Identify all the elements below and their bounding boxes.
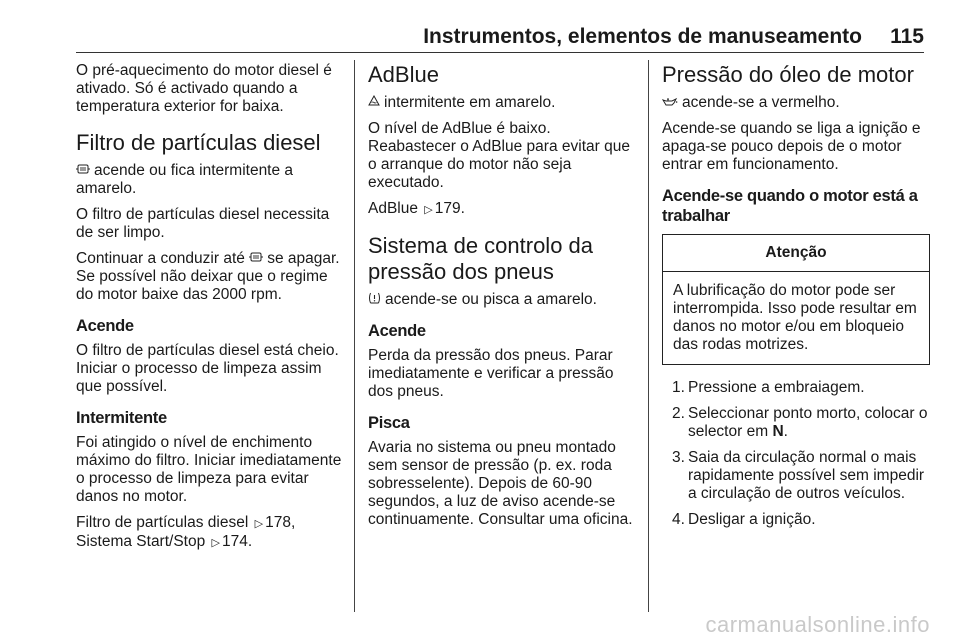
pisca-heading: Pisca [368, 414, 410, 432]
intermitente-paragraph: Foi atingido o nível de enchimento máximo do filtro. Iniciar imediatamente o processo de limpeza para evitar danos no motor. [76, 434, 342, 505]
dpf-paragraph-3 [76, 250, 344, 304]
ref-dpf-label: Filtro de partículas diesel [76, 514, 249, 531]
adblue-paragraph-2: O nível de AdBlue é baixo. Reabastecer o AdBlue para evitar que o arranque do motor não seja executado. [368, 120, 630, 191]
tpms-status-line [368, 291, 636, 309]
caution-text: A lubrificação do motor pode ser interrompida. Isso pode resultar em danos no motor e/ou em bloqueio das rodas motrizes. [673, 282, 917, 353]
dpf-warning-icon [249, 250, 263, 268]
adblue-status-text: intermitente em amarelo. [384, 94, 556, 111]
pisca-paragraph: Avaria no sistema ou pneu montado sem sensor de pressão (p. ex. roda sobresselente). Depois de 60-90 segundos, a luz de aviso acende-se continuamente. Consultar uma oficina. [368, 439, 633, 528]
intro-paragraph: O pré-aquecimento do motor diesel é ativado. Só é activado quando a temperatura exterior for baixa. [76, 62, 332, 115]
oil-can-icon [662, 94, 678, 112]
tpms-heading: Sistema de controlo da pressão dos pneus [368, 233, 594, 284]
ref-adblue-page[interactable]: 179. [434, 200, 465, 217]
intermitente-heading: Intermitente [76, 409, 167, 427]
step-text: Desligar a ignição. [688, 511, 816, 528]
caution-box [662, 234, 930, 365]
ref-dpf-page[interactable]: 178, [265, 514, 296, 531]
adblue-warning-icon [368, 94, 380, 112]
ref-startstop-label: Sistema Start/Stop [76, 533, 206, 550]
ref-adblue-label: AdBlue [368, 200, 418, 217]
dpf-paragraph-2: O filtro de partículas diesel necessita de ser limpo. [76, 206, 330, 241]
dpf-p3-end: se apagar. Se possível não deixar que o regime do motor baixe das 2000 rpm. [76, 250, 340, 303]
oil-paragraph-2: Acende-se quando se liga a ignição e apaga-se pouco depois de o motor entrar em funcionamento. [662, 120, 921, 173]
oil-status-line [662, 94, 930, 112]
list-item [662, 449, 930, 503]
dpf-status-text: acende ou fica intermitente a amarelo. [76, 162, 294, 197]
adblue-reference [368, 200, 636, 219]
dpf-status-line [76, 162, 344, 198]
column-3 [662, 62, 930, 537]
header-title: Instrumentos, elementos de manuseamento [423, 25, 862, 48]
acende-paragraph: O filtro de partículas diesel está cheio. Iniciar o processo de limpeza assim que possível. [76, 342, 339, 395]
dpf-p3-start: Continuar a conduzir até [76, 250, 245, 267]
adblue-heading: AdBlue [368, 62, 439, 87]
step-number: 2. [672, 405, 685, 422]
oil-status-text: acende-se a vermelho. [682, 94, 840, 111]
column-divider-2 [648, 60, 649, 612]
step-number: 1. [672, 379, 685, 396]
list-item [662, 511, 930, 529]
page-reference-arrow-icon: ▷ [254, 518, 264, 530]
page-number: 115 [890, 25, 924, 48]
caution-title: Atenção [663, 235, 929, 272]
gear-neutral-label: N [772, 423, 784, 440]
page-reference-arrow-icon: ▷ [424, 204, 433, 216]
ref-startstop-page[interactable]: 174. [222, 533, 253, 550]
step-tail: . [783, 423, 788, 440]
tpms-acende-heading: Acende [368, 322, 426, 340]
step-text: Seleccionar ponto morto, colocar o selector em [688, 405, 928, 440]
list-item [662, 379, 930, 397]
acende-heading: Acende [76, 317, 134, 335]
tpms-status-text: acende-se ou pisca a amarelo. [385, 291, 597, 308]
step-number: 3. [672, 449, 685, 466]
tire-pressure-icon [368, 291, 381, 309]
dpf-heading: Filtro de partículas diesel [76, 130, 321, 155]
page-reference-arrow-icon: ▷ [211, 537, 221, 549]
column-1 [76, 62, 344, 560]
column-divider-1 [354, 60, 355, 612]
step-text: Pressione a embraiagem. [688, 379, 865, 396]
steps-list [662, 379, 930, 529]
step-number: 4. [672, 511, 685, 528]
tpms-acende-paragraph: Perda da pressão dos pneus. Parar imediatamente e verificar a pressão dos pneus. [368, 347, 614, 400]
dpf-warning-icon [76, 162, 90, 180]
page-header [76, 22, 924, 53]
adblue-status-line [368, 94, 636, 112]
column-2 [368, 62, 636, 537]
engine-running-heading: Acende-se quando o motor está a trabalhar [662, 187, 918, 225]
step-text: Saia da circulação normal o mais rapidamente possível sem impedir a circulação de outros veículos. [688, 449, 925, 502]
list-item [662, 405, 930, 441]
oil-pressure-heading: Pressão do óleo de motor [662, 62, 914, 87]
references [76, 514, 344, 552]
watermark: carmanualsonline.info [705, 612, 930, 637]
